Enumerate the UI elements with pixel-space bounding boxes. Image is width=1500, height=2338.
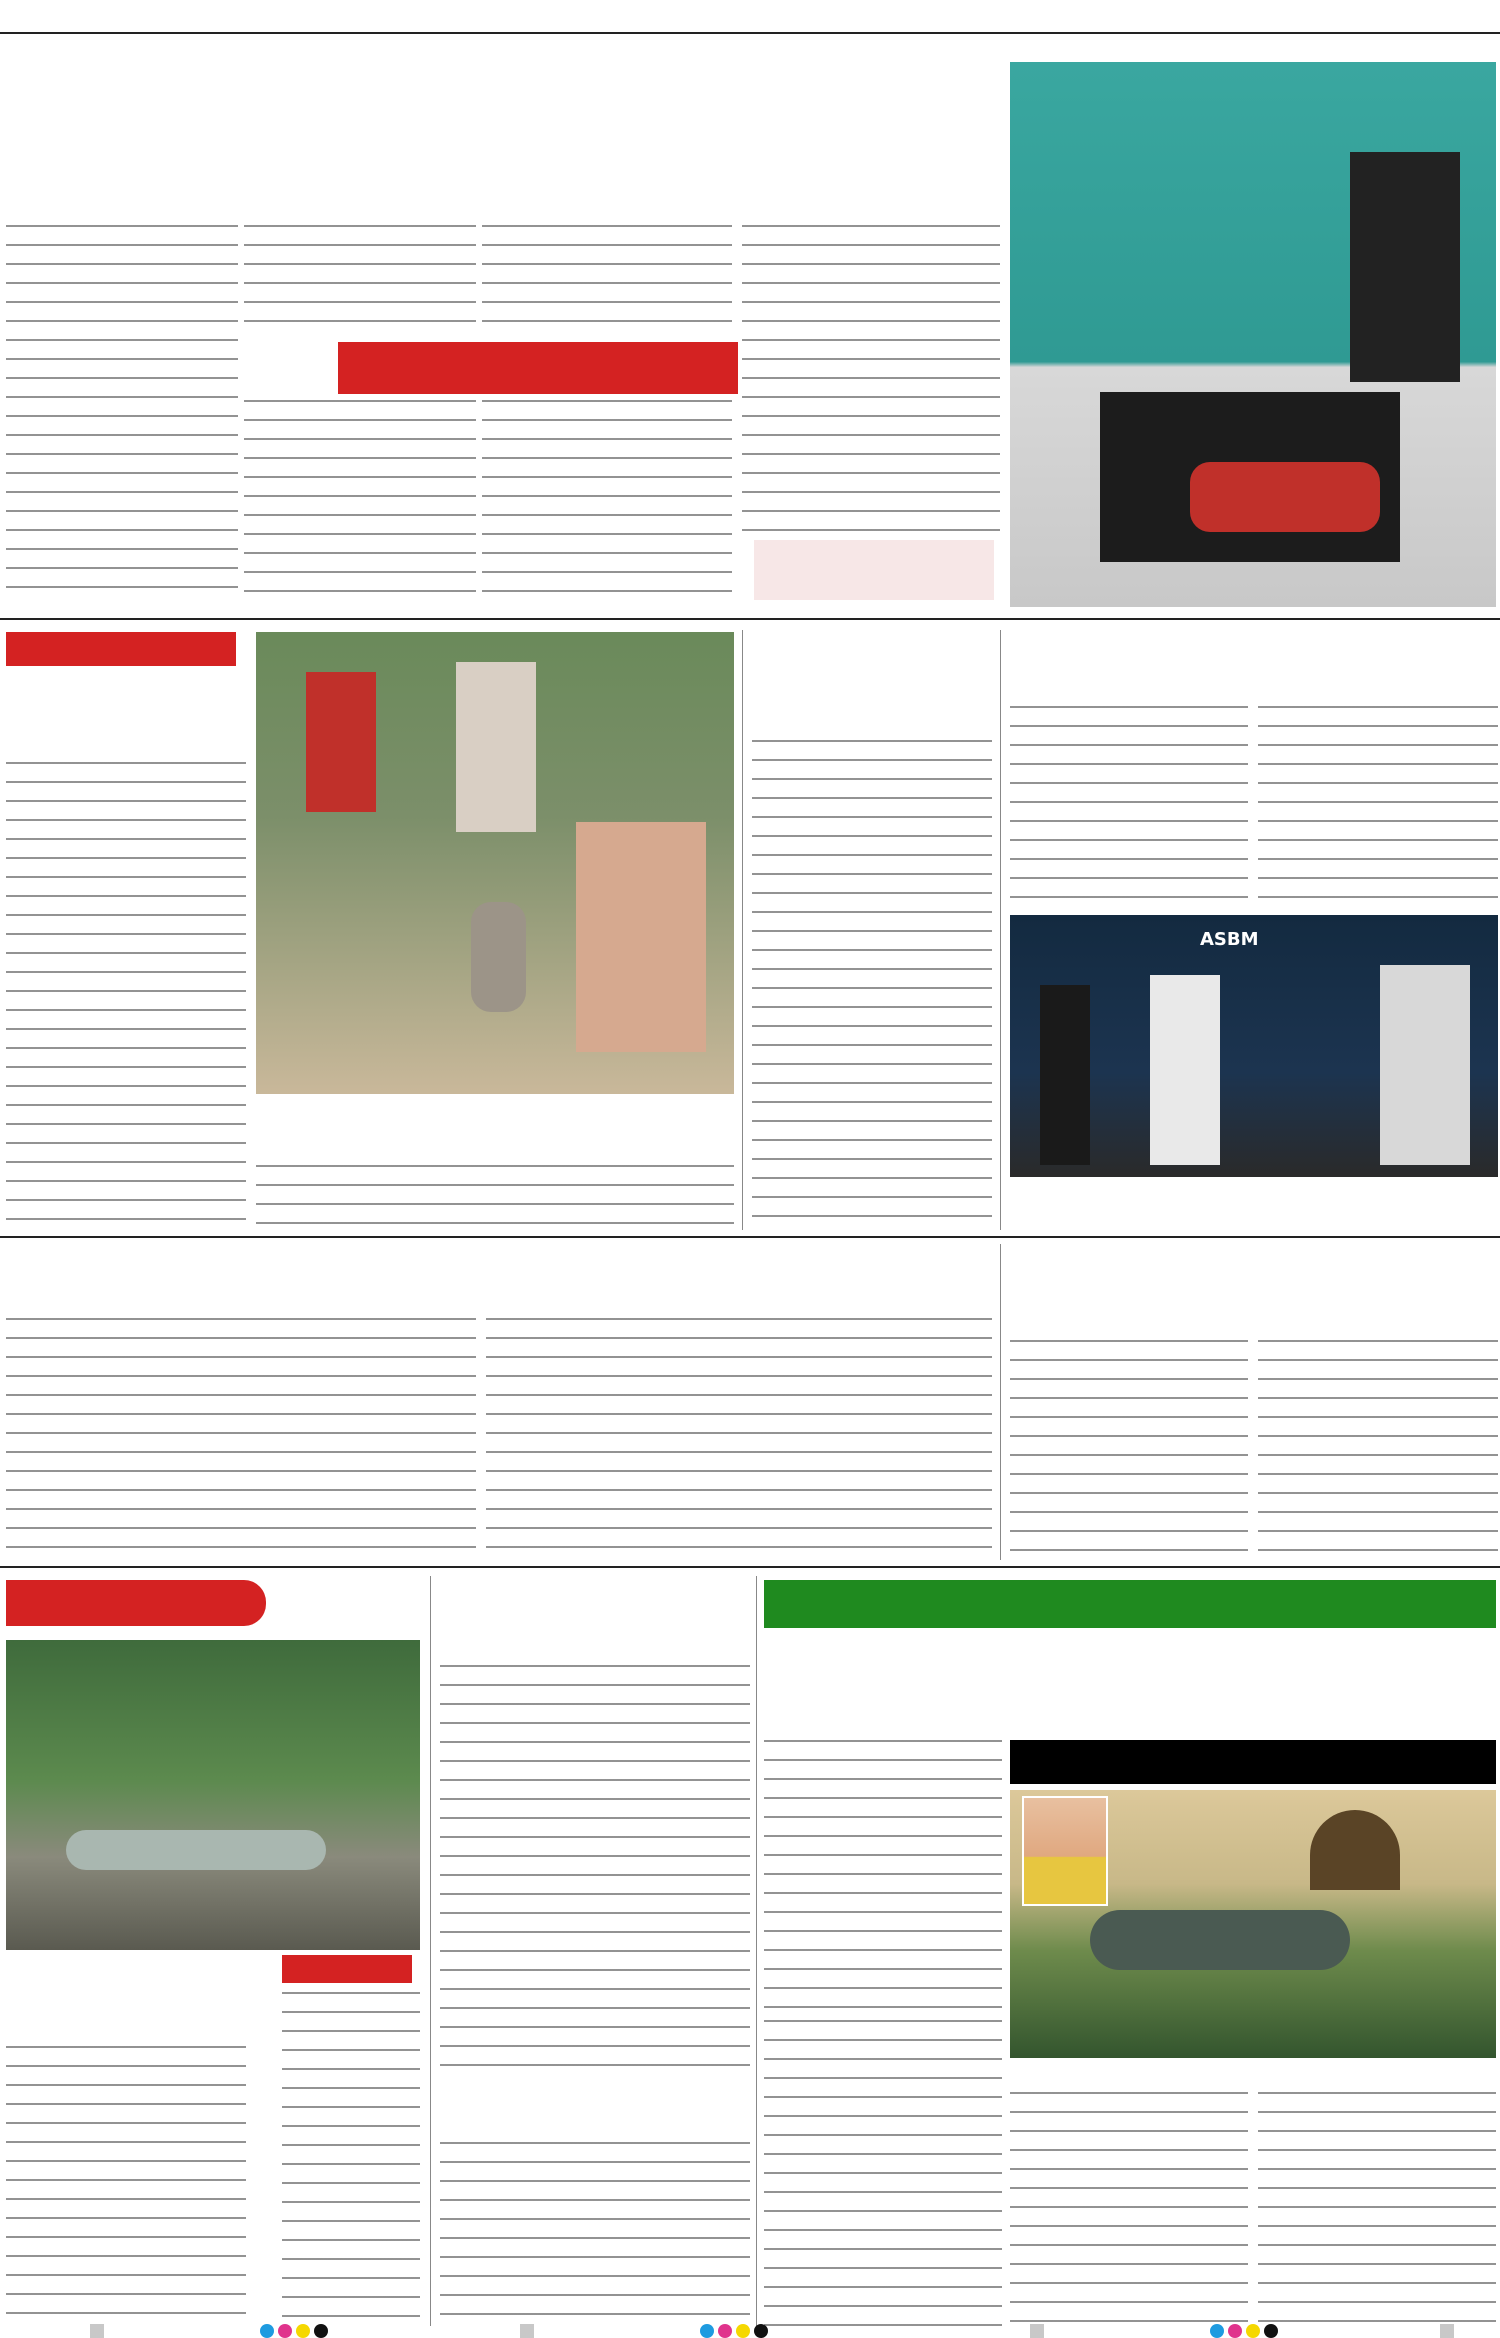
lead-photo-door <box>1350 152 1460 382</box>
registration-dot <box>296 2324 310 2338</box>
aadyasha-body-col-2 <box>1010 2092 1248 2326</box>
aadyasha-photo-caption <box>1010 2060 1496 2086</box>
lead-headline <box>6 60 996 210</box>
lead-body-col-4 <box>742 225 1000 545</box>
monkey-photo-man-1 <box>306 672 376 812</box>
monkey-photo-man-2 <box>456 662 536 832</box>
divider-picnic-kidnap <box>430 1576 431 2326</box>
monkey-story-tag <box>6 632 236 666</box>
divider-row-2 <box>0 1236 1500 1238</box>
picnic-photo <box>6 1640 420 1950</box>
aadyasha-body-col-3 <box>1258 2092 1496 2326</box>
kidnap-body <box>440 1665 750 2075</box>
lead-subhead <box>338 342 738 394</box>
mine-body-col-1 <box>1010 1340 1248 1558</box>
monkey-photo-man-3 <box>576 822 706 1052</box>
lead-photo-caption <box>754 540 994 600</box>
fest-body-col-1 <box>1010 706 1248 911</box>
aadyasha-banner <box>764 1580 1496 1628</box>
lead-body-col-3 <box>482 225 732 330</box>
picnic-body-sidebar <box>282 1992 420 2326</box>
aadyasha-photo-child <box>1022 1796 1108 1906</box>
fest-photo-banner: ASBM <box>1200 929 1259 950</box>
picnic-story-tag <box>6 1580 266 1626</box>
divider-ambulance-fest <box>1000 630 1001 1230</box>
aadyasha-body-col-1 <box>764 2020 1002 2326</box>
hyderabad-body <box>440 2142 750 2326</box>
registration-dot <box>1228 2324 1242 2338</box>
monkey-body-col-2 <box>256 1165 734 1230</box>
ambulance-headline <box>752 632 992 728</box>
registration-dots-3 <box>1210 2324 1290 2338</box>
registration-dot <box>718 2324 732 2338</box>
masthead <box>0 0 1500 34</box>
aadyasha-body-left <box>764 1740 1002 2010</box>
divider-row-1 <box>0 618 1500 620</box>
registration-dot <box>700 2324 714 2338</box>
fest-photo <box>1010 915 1498 1177</box>
lead-body-col-2b <box>244 400 476 605</box>
fest-photo-person-1 <box>1040 985 1090 1165</box>
lead-body-col-2 <box>244 225 476 330</box>
fest-photo-caption <box>1010 1180 1498 1228</box>
fest-photo-person-3 <box>1380 965 1470 1165</box>
picnic-photo-water <box>66 1830 326 1870</box>
ambulance-body <box>752 740 992 1230</box>
divider-monkey-ambulance <box>742 630 743 1230</box>
registration-dot <box>1210 2324 1224 2338</box>
divider-row-3 <box>0 1566 1500 1568</box>
aadyasha-photo-pond <box>1090 1910 1350 1970</box>
picnic-sidebar-label <box>282 1955 412 1983</box>
lead-photo <box>1010 62 1496 607</box>
registration-dot <box>260 2324 274 2338</box>
mine-headline <box>1010 1262 1498 1328</box>
registration-gray-2 <box>520 2324 534 2338</box>
aadyasha-subhead <box>1010 1740 1496 1784</box>
picnic-body-main <box>6 2046 246 2326</box>
youth-body-col-2 <box>486 1318 992 1558</box>
fest-photo-person-2 <box>1150 975 1220 1165</box>
fest-headline <box>1010 636 1498 696</box>
aadyasha-photo-haystack <box>1310 1810 1400 1890</box>
registration-dot <box>314 2324 328 2338</box>
registration-dot <box>1264 2324 1278 2338</box>
registration-gray-1 <box>90 2324 104 2338</box>
monkey-story-photo <box>256 632 734 1094</box>
hyderabad-headline <box>440 2090 750 2136</box>
registration-dot <box>278 2324 292 2338</box>
divider-youth-mine <box>1000 1244 1001 1560</box>
monkey-story-headline <box>6 675 246 750</box>
lead-photo-patient <box>1190 462 1380 532</box>
youth-body-col-1 <box>6 1318 476 1558</box>
registration-dot <box>1246 2324 1260 2338</box>
divider-kidnap-aadyasha <box>756 1576 757 2326</box>
registration-dots-2 <box>700 2324 780 2338</box>
picnic-place-headline <box>6 1950 246 2040</box>
monkey-body-col-1 <box>6 762 246 1230</box>
monkey-photo-monkey <box>471 902 526 1012</box>
kidnap-kicker <box>440 1578 748 1614</box>
youth-headline <box>6 1244 996 1310</box>
registration-gray-4 <box>1440 2324 1454 2338</box>
lead-body-col-3b <box>482 400 732 605</box>
registration-gray-3 <box>1030 2324 1044 2338</box>
monkey-photo-caption <box>256 1098 734 1160</box>
registration-dot <box>736 2324 750 2338</box>
registration-dots-1 <box>260 2324 340 2338</box>
registration-dot <box>754 2324 768 2338</box>
fest-body-col-2 <box>1258 706 1498 911</box>
lead-body-col-1 <box>6 225 238 605</box>
aadyasha-headline <box>764 1636 1496 1736</box>
mine-body-col-2 <box>1258 1340 1498 1558</box>
kidnap-headline <box>440 1614 748 1658</box>
